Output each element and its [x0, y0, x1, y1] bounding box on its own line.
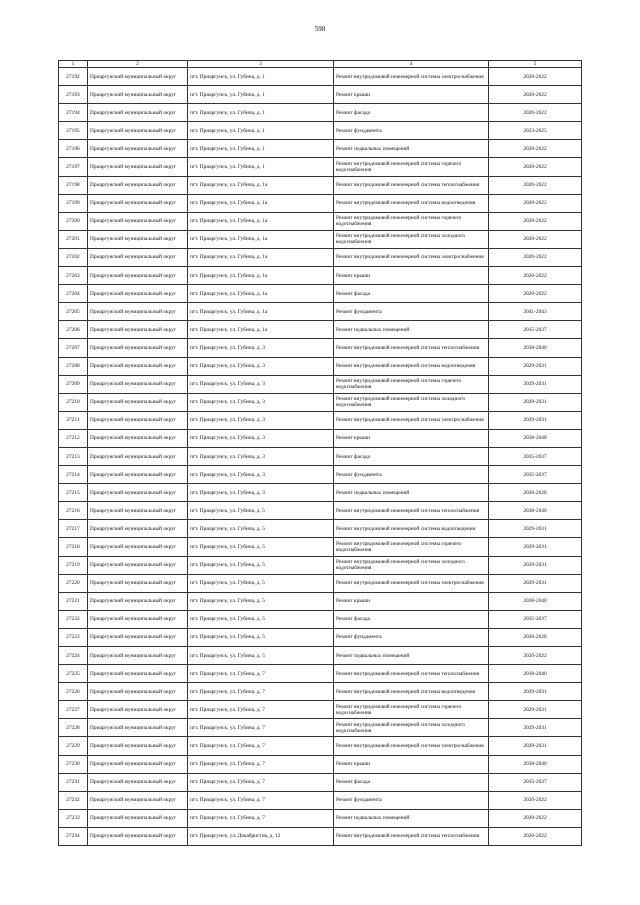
row-number: 27195 [59, 122, 88, 140]
work-type-cell: Ремонт внутридомовой инженерной системы теплоснабжения [334, 665, 489, 683]
period-cell: 2029-2031 [489, 411, 582, 429]
table-row [59, 212, 582, 230]
row-number: 27230 [59, 755, 88, 773]
table-row [59, 484, 582, 502]
row-number: 27228 [59, 719, 88, 737]
period-cell: 2029-2031 [489, 393, 582, 411]
work-type-cell: Ремонт внутридомовой инженерной системы водоотведения [334, 683, 489, 701]
table-row [59, 556, 582, 574]
address-cell: пгт. Приаргунск, ул. Губина, д. 5 [188, 574, 334, 592]
district-cell: Приаргунский муниципальный округ [88, 538, 188, 556]
period-cell: 2029-2031 [489, 520, 582, 538]
address-cell: пгт. Приаргунск, ул. Губина, д. 5 [188, 592, 334, 610]
row-number: 27199 [59, 194, 88, 212]
address-cell: пгт. Приаргунск, ул. Губина, д. 1а [188, 230, 334, 248]
district-cell: Приаргунский муниципальный округ [88, 68, 188, 86]
address-cell: пгт. Приаргунск, ул. Губина, д. 3 [188, 339, 334, 357]
district-cell: Приаргунский муниципальный округ [88, 574, 188, 592]
address-cell: пгт. Приаргунск, ул. Губина, д. 7 [188, 791, 334, 809]
work-type-cell: Ремонт внутридомовой инженерной системы холодного водоснабжения [334, 393, 489, 411]
period-cell: 2020-2022 [489, 140, 582, 158]
work-type-cell: Ремонт внутридомовой инженерной системы водоотведения [334, 194, 489, 212]
period-cell: 2029-2031 [489, 701, 582, 719]
district-cell: Приаргунский муниципальный округ [88, 230, 188, 248]
work-type-cell: Ремонт крыши [334, 755, 489, 773]
table-row [59, 683, 582, 701]
work-type-cell: Ремонт внутридомовой инженерной системы горячего водоснабжения [334, 212, 489, 230]
period-cell: 2020-2022 [489, 194, 582, 212]
row-number: 27213 [59, 447, 88, 465]
period-cell: 2035-2037 [489, 610, 582, 628]
address-cell: пгт. Приаргунск, ул. Губина, д. 3 [188, 357, 334, 375]
address-cell: пгт. Приаргунск, ул. Губина, д. 5 [188, 628, 334, 646]
period-cell: 2041-2043 [489, 303, 582, 321]
table-row [59, 230, 582, 248]
table-body [59, 68, 582, 846]
district-cell: Приаргунский муниципальный округ [88, 737, 188, 755]
row-number: 27208 [59, 357, 88, 375]
period-cell: 2020-2022 [489, 68, 582, 86]
address-cell: пгт. Приаргунск, ул. Губина, д. 5 [188, 520, 334, 538]
work-type-cell: Ремонт внутридомовой инженерной системы электроснабжения [334, 737, 489, 755]
period-cell: 2026-2028 [489, 484, 582, 502]
capital-repair-table [58, 60, 582, 846]
row-number: 27205 [59, 303, 88, 321]
table-row [59, 773, 582, 791]
work-type-cell: Ремонт внутридомовой инженерной системы холодного водоснабжения [334, 230, 489, 248]
address-cell: пгт. Приаргунск, ул. Губина, д. 3 [188, 429, 334, 447]
work-type-cell: Ремонт фундамента [334, 122, 489, 140]
district-cell: Приаргунский муниципальный округ [88, 701, 188, 719]
table-row [59, 827, 582, 845]
district-cell: Приаргунский муниципальный округ [88, 610, 188, 628]
period-cell: 2020-2022 [489, 104, 582, 122]
table-row [59, 574, 582, 592]
row-number: 27194 [59, 104, 88, 122]
row-number: 27202 [59, 248, 88, 266]
work-type-cell: Ремонт подвальных помещений [334, 647, 489, 665]
address-cell: пгт. Приаргунск, ул. Губина, д. 7 [188, 719, 334, 737]
district-cell: Приаргунский муниципальный округ [88, 827, 188, 845]
district-cell: Приаргунский муниципальный округ [88, 592, 188, 610]
table-row [59, 466, 582, 484]
address-cell: пгт. Приаргунск, ул. Губина, д. 1 [188, 140, 334, 158]
district-cell: Приаргунский муниципальный округ [88, 357, 188, 375]
work-type-cell: Ремонт крыши [334, 86, 489, 104]
address-cell: пгт. Приаргунск, ул. Губина, д. 5 [188, 647, 334, 665]
page-number: 598 [314, 25, 326, 33]
row-number: 27193 [59, 86, 88, 104]
address-cell: пгт. Приаргунск, ул. Губина, д. 1а [188, 303, 334, 321]
address-cell: пгт. Приаргунск, ул. Губина, д. 3 [188, 375, 334, 393]
table-row [59, 86, 582, 104]
district-cell: Приаргунский муниципальный округ [88, 393, 188, 411]
work-type-cell: Ремонт внутридомовой инженерной системы электроснабжения [334, 574, 489, 592]
work-type-cell: Ремонт внутридомовой инженерной системы горячего водоснабжения [334, 158, 489, 176]
period-cell: 2020-2022 [489, 809, 582, 827]
period-cell: 2035-2037 [489, 466, 582, 484]
work-type-cell: Ремонт фундамента [334, 791, 489, 809]
table-row [59, 628, 582, 646]
district-cell: Приаргунский муниципальный округ [88, 86, 188, 104]
row-number: 27225 [59, 665, 88, 683]
table-row [59, 267, 582, 285]
district-cell: Приаргунский муниципальный округ [88, 321, 188, 339]
work-type-cell: Ремонт фасада [334, 104, 489, 122]
work-type-cell: Ремонт фасада [334, 610, 489, 628]
period-cell: 2020-2022 [489, 647, 582, 665]
row-number: 27218 [59, 538, 88, 556]
row-number: 27222 [59, 610, 88, 628]
district-cell: Приаргунский муниципальный округ [88, 285, 188, 303]
table-row [59, 122, 582, 140]
header-col-4: 4 [334, 61, 489, 68]
table-row [59, 375, 582, 393]
work-type-cell: Ремонт внутридомовой инженерной системы электроснабжения [334, 248, 489, 266]
table-row [59, 538, 582, 556]
row-number: 27200 [59, 212, 88, 230]
address-cell: пгт. Приаргунск, ул. Губина, д. 1 [188, 104, 334, 122]
district-cell: Приаргунский муниципальный округ [88, 755, 188, 773]
address-cell: пгт. Приаргунск, ул. Губина, д. 1 [188, 122, 334, 140]
address-cell: пгт. Приаргунск, ул. Губина, д. 7 [188, 773, 334, 791]
district-cell: Приаргунский муниципальный округ [88, 212, 188, 230]
address-cell: пгт. Приаргунск, ул. Губина, д. 3 [188, 393, 334, 411]
address-cell: пгт. Приаргунск, ул. Губина, д. 7 [188, 737, 334, 755]
work-type-cell: Ремонт фундамента [334, 628, 489, 646]
row-number: 27210 [59, 393, 88, 411]
address-cell: пгт. Приаргунск, ул. Декабристов, д. 12 [188, 827, 334, 845]
work-type-cell: Ремонт подвальных помещений [334, 321, 489, 339]
period-cell: 2020-2022 [489, 230, 582, 248]
table-row [59, 194, 582, 212]
period-cell: 2020-2022 [489, 176, 582, 194]
district-cell: Приаргунский муниципальный округ [88, 339, 188, 357]
address-cell: пгт. Приаргунск, ул. Губина, д. 1 [188, 158, 334, 176]
address-cell: пгт. Приаргунск, ул. Губина, д. 1а [188, 248, 334, 266]
row-number: 27234 [59, 827, 88, 845]
table-row [59, 140, 582, 158]
address-cell: пгт. Приаргунск, ул. Губина, д. 7 [188, 809, 334, 827]
address-cell: пгт. Приаргунск, ул. Губина, д. 1а [188, 285, 334, 303]
district-cell: Приаргунский муниципальный округ [88, 683, 188, 701]
work-type-cell: Ремонт внутридомовой инженерной системы холодного водоснабжения [334, 719, 489, 737]
table-row [59, 321, 582, 339]
work-type-cell: Ремонт внутридомовой инженерной системы теплоснабжения [334, 502, 489, 520]
district-cell: Приаргунский муниципальный округ [88, 158, 188, 176]
row-number: 27216 [59, 502, 88, 520]
work-type-cell: Ремонт фундамента [334, 303, 489, 321]
period-cell: 2038-2040 [489, 429, 582, 447]
district-cell: Приаргунский муниципальный округ [88, 429, 188, 447]
period-cell: 2020-2022 [489, 86, 582, 104]
district-cell: Приаргунский муниципальный округ [88, 267, 188, 285]
work-type-cell: Ремонт внутридомовой инженерной системы электроснабжения [334, 68, 489, 86]
district-cell: Приаргунский муниципальный округ [88, 791, 188, 809]
period-cell: 2038-2040 [489, 502, 582, 520]
work-type-cell: Ремонт фундамента [334, 466, 489, 484]
row-number: 27215 [59, 484, 88, 502]
work-type-cell: Ремонт фасада [334, 773, 489, 791]
address-cell: пгт. Приаргунск, ул. Губина, д. 7 [188, 755, 334, 773]
row-number: 27226 [59, 683, 88, 701]
work-type-cell: Ремонт подвальных помещений [334, 484, 489, 502]
address-cell: пгт. Приаргунск, ул. Губина, д. 1а [188, 194, 334, 212]
period-cell: 2035-2037 [489, 321, 582, 339]
row-number: 27221 [59, 592, 88, 610]
address-cell: пгт. Приаргунск, ул. Губина, д. 7 [188, 665, 334, 683]
work-type-cell: Ремонт крыши [334, 592, 489, 610]
period-cell: 2020-2022 [489, 285, 582, 303]
address-cell: пгт. Приаргунск, ул. Губина, д. 3 [188, 447, 334, 465]
row-number: 27214 [59, 466, 88, 484]
row-number: 27204 [59, 285, 88, 303]
row-number: 27224 [59, 647, 88, 665]
table-row [59, 447, 582, 465]
district-cell: Приаргунский муниципальный округ [88, 303, 188, 321]
district-cell: Приаргунский муниципальный округ [88, 194, 188, 212]
table-row [59, 701, 582, 719]
district-cell: Приаргунский муниципальный округ [88, 556, 188, 574]
address-cell: пгт. Приаргунск, ул. Губина, д. 3 [188, 411, 334, 429]
address-cell: пгт. Приаргунск, ул. Губина, д. 5 [188, 538, 334, 556]
work-type-cell: Ремонт внутридомовой инженерной системы холодного водоснабжения [334, 556, 489, 574]
work-type-cell: Ремонт подвальных помещений [334, 140, 489, 158]
address-cell: пгт. Приаргунск, ул. Губина, д. 1 [188, 86, 334, 104]
header-row [59, 61, 582, 68]
district-cell: Приаргунский муниципальный округ [88, 502, 188, 520]
district-cell: Приаргунский муниципальный округ [88, 411, 188, 429]
period-cell: 2029-2031 [489, 375, 582, 393]
work-type-cell: Ремонт внутридомовой инженерной системы теплоснабжения [334, 827, 489, 845]
table-row [59, 719, 582, 737]
district-cell: Приаргунский муниципальный округ [88, 447, 188, 465]
header-col-5: 5 [489, 61, 582, 68]
table-row [59, 755, 582, 773]
row-number: 27201 [59, 230, 88, 248]
address-cell: пгт. Приаргунск, ул. Губина, д. 1а [188, 267, 334, 285]
district-cell: Приаргунский муниципальный округ [88, 176, 188, 194]
work-type-cell: Ремонт внутридомовой инженерной системы горячего водоснабжения [334, 538, 489, 556]
address-cell: пгт. Приаргунск, ул. Губина, д. 3 [188, 466, 334, 484]
table-row [59, 411, 582, 429]
row-number: 27196 [59, 140, 88, 158]
district-cell: Приаргунский муниципальный округ [88, 104, 188, 122]
work-type-cell: Ремонт внутридомовой инженерной системы водоотведения [334, 357, 489, 375]
table-row [59, 285, 582, 303]
district-cell: Приаргунский муниципальный округ [88, 466, 188, 484]
period-cell: 2029-2031 [489, 556, 582, 574]
period-cell: 2020-2022 [489, 791, 582, 809]
table-row [59, 791, 582, 809]
district-cell: Приаргунский муниципальный округ [88, 375, 188, 393]
district-cell: Приаргунский муниципальный округ [88, 773, 188, 791]
work-type-cell: Ремонт внутридомовой инженерной системы горячего водоснабжения [334, 701, 489, 719]
district-cell: Приаргунский муниципальный округ [88, 647, 188, 665]
row-number: 27212 [59, 429, 88, 447]
row-number: 27217 [59, 520, 88, 538]
header-col-3: 3 [188, 61, 334, 68]
table-row [59, 737, 582, 755]
district-cell: Приаргунский муниципальный округ [88, 140, 188, 158]
work-type-cell: Ремонт крыши [334, 267, 489, 285]
period-cell: 2029-2031 [489, 737, 582, 755]
address-cell: пгт. Приаргунск, ул. Губина, д. 1а [188, 321, 334, 339]
table-row [59, 502, 582, 520]
period-cell: 2029-2031 [489, 357, 582, 375]
work-type-cell: Ремонт фасада [334, 285, 489, 303]
row-number: 27203 [59, 267, 88, 285]
work-type-cell: Ремонт внутридомовой инженерной системы теплоснабжения [334, 339, 489, 357]
table-row [59, 248, 582, 266]
period-cell: 2020-2022 [489, 158, 582, 176]
row-number: 27227 [59, 701, 88, 719]
address-cell: пгт. Приаргунск, ул. Губина, д. 3 [188, 484, 334, 502]
work-type-cell: Ремонт подвальных помещений [334, 809, 489, 827]
district-cell: Приаргунский муниципальный округ [88, 628, 188, 646]
row-number: 27223 [59, 628, 88, 646]
table-row [59, 68, 582, 86]
address-cell: пгт. Приаргунск, ул. Губина, д. 5 [188, 556, 334, 574]
period-cell: 2020-2022 [489, 267, 582, 285]
period-cell: 2020-2022 [489, 827, 582, 845]
header-col-1: 1 [59, 61, 88, 68]
table-row [59, 393, 582, 411]
row-number: 27209 [59, 375, 88, 393]
district-cell: Приаргунский муниципальный округ [88, 520, 188, 538]
period-cell: 2023-2025 [489, 122, 582, 140]
table-row [59, 592, 582, 610]
row-number: 27231 [59, 773, 88, 791]
table-row [59, 610, 582, 628]
table-row [59, 303, 582, 321]
table-row [59, 665, 582, 683]
row-number: 27232 [59, 791, 88, 809]
row-number: 27219 [59, 556, 88, 574]
address-cell: пгт. Приаргунск, ул. Губина, д. 1а [188, 176, 334, 194]
row-number: 27211 [59, 411, 88, 429]
period-cell: 2026-2028 [489, 628, 582, 646]
header-col-2: 2 [88, 61, 188, 68]
table-row [59, 809, 582, 827]
table-row [59, 647, 582, 665]
work-type-cell: Ремонт внутридомовой инженерной системы теплоснабжения [334, 176, 489, 194]
work-type-cell: Ремонт фасада [334, 447, 489, 465]
row-number: 27233 [59, 809, 88, 827]
row-number: 27220 [59, 574, 88, 592]
period-cell: 2029-2031 [489, 719, 582, 737]
address-cell: пгт. Приаргунск, ул. Губина, д. 5 [188, 610, 334, 628]
table-row [59, 520, 582, 538]
row-number: 27206 [59, 321, 88, 339]
period-cell: 2038-2040 [489, 339, 582, 357]
period-cell: 2035-2037 [489, 773, 582, 791]
period-cell: 2029-2031 [489, 683, 582, 701]
period-cell: 2038-2040 [489, 665, 582, 683]
period-cell: 2029-2031 [489, 538, 582, 556]
table-row [59, 104, 582, 122]
table-row [59, 158, 582, 176]
period-cell: 2038-2040 [489, 592, 582, 610]
address-cell: пгт. Приаргунск, ул. Губина, д. 1а [188, 212, 334, 230]
address-cell: пгт. Приаргунск, ул. Губина, д. 7 [188, 701, 334, 719]
work-type-cell: Ремонт внутридомовой инженерной системы горячего водоснабжения [334, 375, 489, 393]
work-type-cell: Ремонт крыши [334, 429, 489, 447]
row-number: 27229 [59, 737, 88, 755]
table-row [59, 357, 582, 375]
work-type-cell: Ремонт внутридомовой инженерной системы электроснабжения [334, 411, 489, 429]
district-cell: Приаргунский муниципальный округ [88, 665, 188, 683]
row-number: 27207 [59, 339, 88, 357]
table-row [59, 176, 582, 194]
period-cell: 2020-2022 [489, 248, 582, 266]
row-number: 27198 [59, 176, 88, 194]
period-cell: 2020-2022 [489, 212, 582, 230]
district-cell: Приаргунский муниципальный округ [88, 484, 188, 502]
district-cell: Приаргунский муниципальный округ [88, 248, 188, 266]
address-cell: пгт. Приаргунск, ул. Губина, д. 5 [188, 502, 334, 520]
row-number: 27192 [59, 68, 88, 86]
work-type-cell: Ремонт внутридомовой инженерной системы водоотведения [334, 520, 489, 538]
period-cell: 2029-2031 [489, 574, 582, 592]
table-row [59, 339, 582, 357]
period-cell: 2035-2037 [489, 447, 582, 465]
row-number: 27197 [59, 158, 88, 176]
district-cell: Приаргунский муниципальный округ [88, 809, 188, 827]
address-cell: пгт. Приаргунск, ул. Губина, д. 7 [188, 683, 334, 701]
district-cell: Приаргунский муниципальный округ [88, 719, 188, 737]
address-cell: пгт. Приаргунск, ул. Губина, д. 1 [188, 68, 334, 86]
period-cell: 2038-2040 [489, 755, 582, 773]
table-row [59, 429, 582, 447]
district-cell: Приаргунский муниципальный округ [88, 122, 188, 140]
